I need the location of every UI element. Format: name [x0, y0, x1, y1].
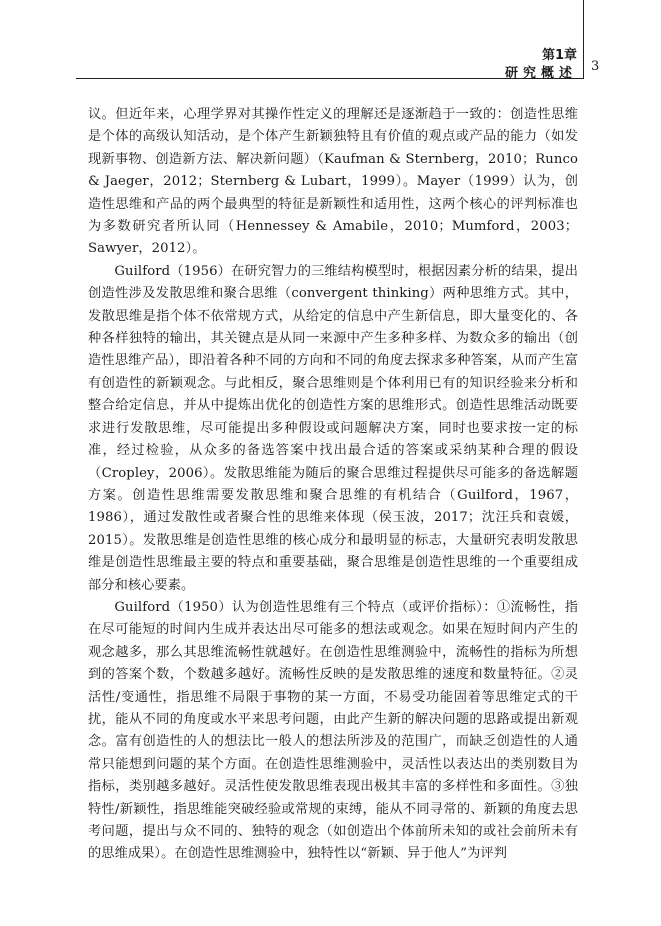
running-title: 研究概述 [504, 66, 577, 81]
header-vertical-rule [583, 0, 584, 78]
body-text [88, 104, 578, 866]
paragraph-2: Guilford（1956）在研究智力的三维结构模型时，根据因素分析的结果，提出创造性涉及发散思维和聚合思维（convergent thinking）两种思维方式。其中，发散思维是指个体不依常规方式，从给定的信息中产生新信息，即大量变化的、各种各样独特的输出，其关键点是从同一来源中产生多种多样、为数众多的输出（创造性思维产品），即沿着各种不同的方向和不同的角度去探求多种答案，从而产生富有创造性的新颖观念。与此相反，聚合思维则是个体利用已有的知识经验来分析和整合给定信息，并从中提炼出优化的创造性方案的思维形式。创造性思维活动既要求进行发散思维，尽可能提出多种假设或问题解决方案，同时也要求按一定的标准，经过检验，从众多的备选答案中找出最合适的答案或采纳某种合理的假设（Cropley，2006）。发散思维能为随后的聚合思维过程提供尽可能多的备选解题方案。创造性思维需要发散思维和聚合思维的有机结合（Guilford，1967，1986），通过发散性或者聚合性的思维来体现（侯玉波，2017；沈汪兵和袁媛，2015）。发散思维是创造性思维的核心成分和最明显的标志，大量研究表明发散思维是创造性思维最主要的特点和重要基础，聚合思维是创造性思维的一个重要组成部分和核心要素。 [88, 263, 578, 593]
chapter-label: 第1章 [541, 48, 577, 63]
paragraph-1: 议。但近年来，心理学界对其操作性定义的理解还是逐渐趋于一致的：创造性思维是个体的高级认知活动，是个体产生新颖独特且有价值的观点或产品的能力（如发现新事物、创造新方法、解决新问题）（Kaufman & Sternberg，2010；Runco & Jaeger，2012；Sternberg & Lubart，1999）。Mayer（1999）认为，创造性思维和产品的两个最典型的特征是新颖性和适用性，这两个核心的评判标准也为多数研究者所认同（Hennessey & Amabile，2010；Mumford，2003；Sawyer，2012）。 [88, 107, 578, 257]
page-number: 3 [591, 59, 600, 74]
paragraph-3: Guilford（1950）认为创造性思维有三个特点（或评价指标）：①流畅性，指在尽可能短的时间内生成并表达出尽可能多的想法或观念。如果在短时间内产生的观念越多，那么其思维流畅性就越好。在创造性思维测验中，流畅性的指标为所想到的答案个数，个数越多越好。流畅性反映的是发散思维的速度和数量特征。②灵活性/变通性，指思维不局限于事物的某一方面，不易受功能固着等思维定式的干扰，能从不同的角度或水平来思考问题，由此产生新的解决问题的思路或提出新观念。富有创造性的人的想法比一般人的想法所涉及的范围广，而缺乏创造性的人通常只能想到问题的某个方面。在创造性思维测验中，灵活性以表达出的类别数目为指标，类别越多越好。灵活性使发散思维表现出极其丰富的多样性和多面性。③独特性/新颖性，指思维能突破经验或常规的束缚，能从不同寻常的、新颖的角度去思考问题，提出与众不同的、独特的观念（如创造出个体前所未知的或社会前所未有的思维成果）。在创造性思维测验中，独特性以“新颖、异于他人”为评判 [88, 599, 578, 862]
